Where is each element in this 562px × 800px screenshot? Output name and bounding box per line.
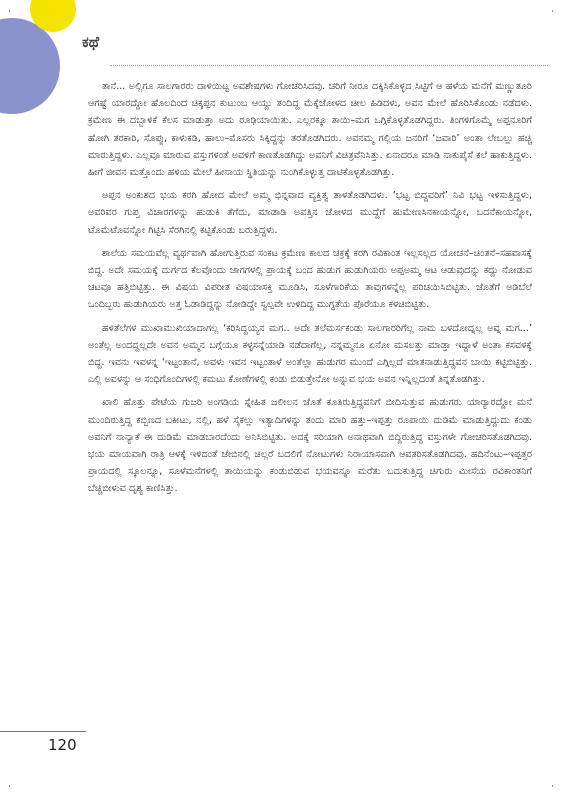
paragraph: ಖಾಲಿ ಹೊತ್ತು ಪೇಟೆಯ ಗುಜರಿ ಅಂಗಡಿಯ ಸ್ನೇಹಿತ ಜಲೀಲನ ಜೊತೆ ಕೂತಿರುತ್ತಿದ್ದವನಿಗೆ ಬೀದಿಸುತ್ತುವ ಹುಡುಗರು ಯಾರ್‍ಯಾರದ್ದೋ ಮನೆ ಮುಂದಿರುತ್ತಿದ್ದ ಕಬ್ಬಿಣದ ಬಕೀಟು, ನಲ್ಲಿ, ಹಳೆ ಸೈಕಲ್ಲು ಇತ್ಯಾದಿಗಳನ್ನು ತಂದು ಮಾರಿ ಹತ್ತು–ಇಪ್ಪತ್ತು ರೂಪಾಯಿ ದುಡಿಮೆ ಮಾಡುತ್ತಿದ್ದುದು ಕಂಡು ಅವನಿಗೆ ನಾನ್ಯಾಕೆ ಈ ದುಡಿಮೆ ಮಾಡಬಾರದೆಂದು ಅನಿಸಿಬಿಟ್ಟಿತು. ಅದಕ್ಕೆ ಸರಿಯಾಗಿ ಅನಾಥವಾಗಿ ಬಿದ್ದಿರುತ್ತಿದ್ದ ವಸ್ತುಗಳೇ ಗೋಚರಿಸತೊಡಗಿದವು. ಭಯ ಮಾಯವಾಗಿ ರಾತ್ರಿ ಆಳಕ್ಕೆ ಇಳಿದಂತೆ ಜೇಬಿನಲ್ಲಿ ಚಿಲ್ಲರೆ ಬದಲಿಗೆ ನೋಟುಗಳು ನಿರಾಯಾಸವಾಗಿ ಆವತರಿಸತೊಡಗಿದವು. ಹದಿನೆಂಟು–ಇಪ್ಪತ್ತರ ಪ್ರಾಯದಲ್ಲಿ ಸ್ಕೂಲನ್ನೂ, ಸೂಳೆಮನೆಗಳಲ್ಲಿ ತಾಯಿಯನ್ನು ಕಂಡುಬಿಡುವ ಭಯವನ್ನೂ ಮರೆತು ಬದುಕುತ್ತಿದ್ದ ಚಿಗುರು ಮೀಸೆಯ ರವಿಕಾಂತನಿಗೆ ಬೆಚ್ಚಿಬೀಳುವ ದೃಶ್ಯ ಕಾಣಿಸಿತ್ತು.: [88, 397, 532, 495]
section-title: ಕಥೆ: [82, 33, 100, 51]
crop-mark-top-left: ‧: [8, 7, 11, 17]
decorative-blue-circle: [0, 18, 60, 114]
story-body: [88, 78, 532, 504]
paragraph: ಹಳಿತೆಲೆಗಳ ಮುಖಾಮುಖಿಯಾದಾಗಲ್ಲ ‘ಕರಿಸಿದ್ದಯ್ಯನ ಮಗ.. ಅದೇ ತಲೆಮರ್ಸಕಂಡು ಸಾಲಗಾರರಿಗೆಲ್ಲ ನಾಮ ಬಳದೋದ್ನಲ್ಲ ಅವ್ನ ಮಗ...’ ಅಂತೆಲ್ಲ ಅಂದದ್ದಲ್ಲದೇ ಅವನ ಅಮ್ಮನ ಬಗ್ಗೆಯೂ ಕಳ್ಳಸನ್ನೆಯಾಡಿ ನಡೆದಾಗೆಲ್ಲ, ನನ್ನಮ್ಮನೂ ಏನೋ ಮಸಲತ್ತು ಮಾಡ್ತಾ ಇದ್ದಾಳೆ ಅಂತಾ ಕಸವಳಕ್ಕೆ ಬಿದ್ದ. ಇವನು ಇವಳನ್ನ ‘ಇಟ್ಟಂತಾನೆ, ಅವಳು ಇವನ ಇಟ್ಟಂತಾಳೆ ಅಂತೆಲ್ಲಾ ಹುಡುಗರ ಮುಂದೆ ಎಗ್ಗಿಲ್ಲದೆ ಮಾತನಾಡುತ್ತಿದ್ದವನ ಬಾಯಿ ಕಟ್ಟಿಬಿಟ್ಟಿತ್ತು. ಎಲ್ಲಿ ಅವಳನ್ನು ಆ ಸಂಧಿಗೊಂದಿಗಳಲ್ಲಿ ಕಮಟು ಕೋಣೆಗಳಲ್ಲಿ ಕಂಡು ಬಿಡುತ್ತೇನೋ ಅನ್ನುವ ಭಯ ಅವನ ಇನ್ನಿಲ್ಲದಂತೆ ತಿನ್ನತೊಡಗಿತ್ತು.: [88, 322, 532, 386]
crop-mark-bottom-left: ‧: [8, 782, 11, 792]
footer-rule: [0, 731, 86, 732]
paragraph: ತಾನೆ... ಅಲ್ಲಿಗೂ ಸಾಲಗಾರರು ದಾಳಿಯಿಟ್ಟ ಅವಶೇಷಗಳು ಗೋಚರಿಸಿದವು. ಚರಿಗೆ ನೀರೂ ದಕ್ಕಿಸಿಕೊಳ್ಳದ ಸಿಟ್ಟಿಗೆ ಆ ಹಳೆಯ ಮನೆಗೆ ಮಣ್ಣುತೂರಿ ಆಗಷ್ಟೆ ಯಾರದ್ದೋ ಹೊಲದಿಂದ ಚಿಕ್ಕಪ್ಪನ ಕುಟುಂಬ ಆಯ್ದು ತಂದಿದ್ದ ಮೆಕ್ಕೆಜೋಳದ ಚೀಲ ಹಿಡಿದಳು, ಅವನ ಮೇಲೆ ಹೊರಿಸಿಕೊಂಡು ನಡೆದಳು. ಕ್ರಮೇಣ ಈ ದಬ್ಬಾಳಿಕೆ ಕೆಲಸ ಮಾಡುತ್ತಾ ಅದು ರೂಢಿಯಾಯಿತು. ಎಲ್ಲರಕ್ಕೂ ತಾಯಿ–ಮಗ ಒಗ್ಗಿಕೊಳ್ಳತೊಡಗಿದ್ದರು. ತಿಂಗಳಿಗೊಮ್ಮೆ ಅಪ್ಪನೂರಿಗೆ ಹೋಗಿ ತರಕಾರಿ, ಸೊಪ್ಪು, ಕಾಳುಕಡಿ, ಹಾಲು–ಮೊಸರು ಸಿಕ್ಕಿದ್ದನ್ನು ತರತೊಡಗಿದರು. ಅವನಮ್ಮ ಗಲ್ಲಿಯ ಜನರಿಗೆ ‘ಜವಾರಿ’ ಅಂತಾ ಲೇಬಲ್ಲು ಹಚ್ಚಿ ಮಾರುತ್ತಿದ್ದಳು. ಎಲ್ಲವೂ ಮಾರುವ ವಸ್ತುಗಳಂತೆ ಅವಳಿಗೆ ಕಾಣತೊಡಗಿದ್ದು ಅವನಿಗೆ ವಿಚಿತ್ರವೆನಿಸಿತ್ತು. ಏನಾದರೂ ಮಾಡಿ ನಾಕುಪೈಸೆ ಕಲೆ ಹಾಕುತ್ತಿದ್ದಳು. ಹೀಗೆ ಜೀವನ ಮತ್ತೊಂದು ಹಳಿಯ ಮೇಲೆ ಹೀನಾಯ ಸ್ಥಿತಿಯನ್ನು ನುಂಗಿಕೊಳ್ಳುತ್ತ ದಾಟಿಕೊಳ್ಳತೊಡಗಿತ್ತು.: [88, 81, 532, 179]
crop-mark-bottom-right: ‧: [551, 782, 554, 792]
page-number: 120: [48, 736, 77, 754]
crop-mark-top-right: ‧: [551, 7, 554, 17]
paragraph: ಶಾಲೆಯ ಸಮಯವೆಲ್ಲ ವ್ಯರ್ಥವಾಗಿ ಹೋಗುತ್ತಿರುವ ಸಂಕಟ ಕ್ರಮೇಣ ಕಾಲದ ಚಕ್ರಕ್ಕೆ ಕರಗಿ ರವಿಕಾಂತ ಇಲ್ಲಸಲ್ಲದ ಯೋಚನೆ–ಚಿಂತನೆ–ಸಹವಾಸಕ್ಕೆ ಬಿದ್ದ. ಅದೇ ಸಮಯಕ್ಕೆ ದುರ್ಗದ ಕೆಲವೊಂದು ಜಾಗಗಳಲ್ಲಿ ಪ್ರಾಯಕ್ಕೆ ಬಂದ ಹುಡುಗ ಹುಡುಗಿಯರು ಅಪ್ಪಅಮ್ಮ ಆಟ ಆಡುವುದನ್ನು ಕದ್ದು ನೋಡುವ ಚಟವೂ ಹತ್ತಿಬಿಟ್ಟಿತ್ತು. ಈ ವಿಷಯ ವಿಪರೀತ ವಿಷಯಾಸಕ್ತಿ ಮೂಡಿಸಿ, ಸೂಳೆಗಾರಿಕೆಯ ತಾವುಗಳನ್ನೆಲ್ಲ ಪರಿಚಯಿಸಿಬಿಟ್ಟಿತು. ಜೊತೆಗೆ ಅಡಿಬೆಲೆ ಒಂದಿಬ್ಬರು ಹುಡುಗಿಯರು ಅತ್ತ ಓಡಾಡಿದ್ದನ್ನು ನೋಡಿದ್ದೇ ಸ್ವಲ್ಪವೇ ಉಳಿದಿದ್ದ ಮುಗ್ಧತೆಯ ಪೊರೆಯೂ ಕಳಚಿಬಿಟ್ಟಿತು.: [88, 247, 532, 311]
paragraph: ಅಪ್ಪನ ಅಂಕುಶದ ಭಯ ಕರಗಿ ಹೋದ ಮೇಲೆ ಅಮ್ಮ ಭಿನ್ನವಾದ ವ್ಯಕ್ತಿತ್ವ ತಾಳತೊಡಗಿದಳು. ‘ಭಟ್ಟ ಬಿದ್ದವರಿಗೆ’ ನಿವಿ ಭಟ್ಟ ಇಳಿಸುತ್ತಿದ್ದಳು, ಅವರಿವರ ಗುಪ್ತ ವಿಚಾರಗಳನ್ನು ಹುಡುಕಿ ತೆಗೆದು, ಮಾಡಾಡಿ ಅವತ್ತಿನ ಜೋಳದ ಮುದ್ದೆಗೆ ಹುಮೇಣಸಿನಕಾಯನ್ನೋ, ಬದನೆಕಾಯನ್ನೋ, ಟೊಮೆಟೊವನ್ನೋ ಗಿಟ್ಟಿಸಿ ಸೆರಗಿನಲ್ಲಿ ಕಟ್ಟಿಕೊಂಡು ಬರುತ್ತಿದ್ದಳು.: [88, 190, 532, 236]
header-dotted-rule: [110, 65, 548, 66]
